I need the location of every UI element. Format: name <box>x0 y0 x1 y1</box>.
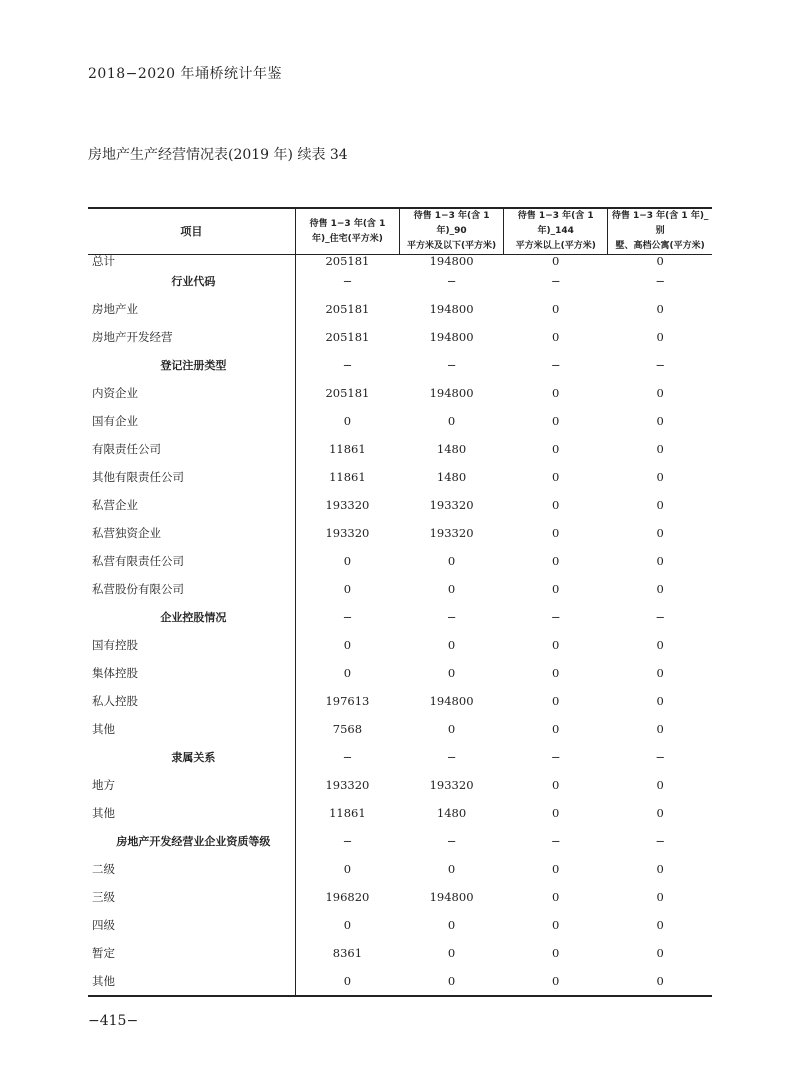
table-cell: − <box>446 274 457 288</box>
table-cell: 0 <box>656 582 664 596</box>
table-cell: − <box>446 358 457 372</box>
table-cell: 11861 <box>295 799 399 827</box>
table-cell: 0 <box>656 918 664 932</box>
row-label: 私营独资企业 <box>92 526 161 540</box>
table-cell: 0 <box>552 330 560 344</box>
table-cell: 0 <box>656 302 664 316</box>
row-label: 四级 <box>92 918 115 932</box>
table-row <box>88 631 712 659</box>
row-label: 内资企业 <box>92 386 138 400</box>
table-cell: 0 <box>447 582 456 596</box>
table-cell: 0 <box>656 254 664 268</box>
table-row <box>88 435 712 463</box>
table-cell: 0 <box>552 638 560 652</box>
table-row <box>88 771 712 799</box>
table-cell: 205181 <box>295 295 399 323</box>
table-title: 房地产生产经营情况表(2019 年) 续表 34 <box>88 147 348 163</box>
table-cell: 0 <box>656 806 664 820</box>
column-header-line: 平方米及以下(平方米) <box>406 241 497 251</box>
table-row <box>88 855 712 883</box>
table-row <box>88 687 712 715</box>
table-cell: 0 <box>447 722 456 736</box>
table-cell: 0 <box>552 890 560 904</box>
row-label: 其他 <box>92 722 115 736</box>
table-cell: − <box>295 743 399 771</box>
column-header-over-144 <box>504 208 608 255</box>
table-cell: 0 <box>552 386 560 400</box>
table-row <box>88 603 712 631</box>
table-cell: − <box>655 274 665 288</box>
table-cell: 0 <box>552 302 560 316</box>
table-cell: 0 <box>552 554 560 568</box>
table-cell: 0 <box>295 911 399 939</box>
table-cell: 0 <box>552 918 560 932</box>
row-label: 其他 <box>92 806 115 820</box>
table-cell: 0 <box>656 890 664 904</box>
table-row <box>88 967 712 996</box>
row-label: 私人控股 <box>92 694 138 708</box>
table-cell: − <box>295 351 399 379</box>
table-cell: 11861 <box>295 463 399 491</box>
table-body <box>88 255 712 997</box>
table-row <box>88 827 712 855</box>
table-cell: 193320 <box>429 526 474 540</box>
table-cell: 0 <box>552 666 560 680</box>
table-cell: 0 <box>447 638 456 652</box>
table-cell: 0 <box>295 575 399 603</box>
table-cell: 1480 <box>436 806 467 820</box>
column-header-line: 待售 1−3 年(含 1 年)_ 别 <box>611 211 709 236</box>
column-header-line: 待售 1−3 年(含 1 年)_144 <box>517 211 594 236</box>
table-cell: 194800 <box>429 890 474 904</box>
table-cell: 0 <box>295 659 399 687</box>
table-cell: 0 <box>552 946 560 960</box>
column-header-line: 平方米以上(平方米) <box>515 241 596 251</box>
table-row <box>88 659 712 687</box>
table-cell: 193320 <box>295 771 399 799</box>
table-cell: 0 <box>295 407 399 435</box>
table-cell: 7568 <box>295 715 399 743</box>
table-cell: 0 <box>552 470 560 484</box>
row-label: 总计 <box>92 254 115 268</box>
table-row <box>88 463 712 491</box>
table-cell: 194800 <box>429 330 474 344</box>
table-cell: 0 <box>295 967 399 996</box>
table-row <box>88 799 712 827</box>
row-label: 其他 <box>88 967 295 996</box>
statistics-table <box>88 207 712 997</box>
table-cell: 0 <box>656 862 664 876</box>
table-row <box>88 407 712 435</box>
table-cell: 0 <box>656 554 664 568</box>
table-cell: 0 <box>447 554 456 568</box>
table-cell: 0 <box>656 442 664 456</box>
table-cell: 0 <box>552 498 560 512</box>
table-cell: − <box>446 834 457 848</box>
table-cell: − <box>295 267 399 295</box>
row-label: 三级 <box>92 890 115 904</box>
table-cell: 0 <box>552 526 560 540</box>
table-cell: 0 <box>552 414 560 428</box>
table-cell: 0 <box>447 666 456 680</box>
column-header-line: 墅、高档公寓(平方米) <box>615 241 705 251</box>
table-cell: 0 <box>656 778 664 792</box>
column-header-villa <box>608 208 712 255</box>
row-group-heading: 房地产开发经营业企业资质等级 <box>116 835 271 848</box>
table-row <box>88 295 712 323</box>
table-cell: − <box>295 827 399 855</box>
table-cell: 0 <box>447 918 456 932</box>
table-cell: 0 <box>552 862 560 876</box>
table-cell: 0 <box>504 967 608 996</box>
table-cell: − <box>550 610 561 624</box>
table-cell: 0 <box>656 722 664 736</box>
table-row <box>88 351 712 379</box>
row-label: 私营股份有限公司 <box>92 582 184 596</box>
table-cell: − <box>550 834 561 848</box>
table-cell: 0 <box>656 498 664 512</box>
table-cell: − <box>655 834 665 848</box>
table-cell: 205181 <box>295 379 399 407</box>
row-label: 国有控股 <box>92 638 138 652</box>
table-cell: 0 <box>656 386 664 400</box>
table-cell: 193320 <box>429 778 474 792</box>
row-label: 房地产业 <box>92 302 138 316</box>
table-cell: 205181 <box>295 255 399 268</box>
table-cell: 0 <box>656 470 664 484</box>
table-cell: 194800 <box>429 254 474 268</box>
page-number: −415− <box>88 1013 139 1029</box>
table-row <box>88 379 712 407</box>
table-cell: 1480 <box>436 442 467 456</box>
table-cell: 0 <box>552 254 560 268</box>
table-row <box>88 743 712 771</box>
row-group-heading: 隶属关系 <box>171 751 216 764</box>
column-header-residential <box>295 208 399 255</box>
table-cell: − <box>655 750 665 764</box>
table-cell: 0 <box>656 666 664 680</box>
table-header-row <box>88 208 712 255</box>
table-row <box>88 883 712 911</box>
table-cell: 0 <box>552 722 560 736</box>
table-cell: 0 <box>656 526 664 540</box>
row-label: 地方 <box>92 778 115 792</box>
row-label: 国有企业 <box>92 414 138 428</box>
table-cell: − <box>295 603 399 631</box>
table-cell: 205181 <box>295 323 399 351</box>
table-row <box>88 911 712 939</box>
table-cell: 0 <box>552 806 560 820</box>
running-head: 2018−2020 年埇桥统计年鉴 <box>88 66 282 82</box>
table-cell: 1480 <box>436 470 467 484</box>
table-cell: 0 <box>552 778 560 792</box>
table-row <box>88 519 712 547</box>
table-cell: − <box>655 610 665 624</box>
row-label: 集体控股 <box>92 666 138 680</box>
table-row <box>88 547 712 575</box>
row-label: 房地产开发经营 <box>92 330 173 344</box>
row-label: 有限责任公司 <box>92 442 161 456</box>
table-cell: 193320 <box>295 519 399 547</box>
table-cell: 197613 <box>295 687 399 715</box>
column-header-line: 待售 1−3 年(含 1 年)_90 <box>413 211 490 236</box>
table-row <box>88 323 712 351</box>
table-cell: 0 <box>295 631 399 659</box>
column-header-line: 年)_住宅(平方米) <box>311 233 383 244</box>
table-cell: 0 <box>447 414 456 428</box>
table-cell: 0 <box>447 862 456 876</box>
table-cell: 0 <box>552 582 560 596</box>
column-header-line: 项目 <box>180 225 203 238</box>
table-cell: 0 <box>656 946 664 960</box>
row-group-heading: 行业代码 <box>171 275 216 288</box>
table-cell: 0 <box>656 638 664 652</box>
table-cell: 0 <box>608 967 712 996</box>
row-group-heading: 企业控股情况 <box>160 611 227 624</box>
table-cell: 194800 <box>429 386 474 400</box>
table-cell: 0 <box>552 694 560 708</box>
table-cell: 0 <box>447 946 456 960</box>
column-header-item <box>88 208 295 255</box>
row-group-heading: 登记注册类型 <box>160 359 227 372</box>
table-cell: 0 <box>295 855 399 883</box>
column-header-line: 待售 1−3 年(含 1 <box>309 218 386 229</box>
table-cell: 8361 <box>295 939 399 967</box>
table-cell: − <box>655 358 665 372</box>
table-row <box>88 267 712 295</box>
row-label: 私营有限责任公司 <box>92 554 184 568</box>
table-row <box>88 715 712 743</box>
table-cell: − <box>550 750 561 764</box>
table-cell: 194800 <box>429 694 474 708</box>
table-cell: − <box>550 274 561 288</box>
table-row <box>88 575 712 603</box>
table-row <box>88 491 712 519</box>
row-label: 私营企业 <box>92 498 138 512</box>
table-row <box>88 939 712 967</box>
row-label: 二级 <box>92 862 115 876</box>
table-cell: 196820 <box>295 883 399 911</box>
table-cell: 0 <box>552 442 560 456</box>
table-cell: 0 <box>656 330 664 344</box>
table-cell: − <box>446 750 457 764</box>
table-cell: 0 <box>656 694 664 708</box>
table-cell: 193320 <box>295 491 399 519</box>
row-label: 其他有限责任公司 <box>92 470 184 484</box>
table-cell: 194800 <box>429 302 474 316</box>
table-row <box>88 255 712 268</box>
table-cell: 0 <box>399 967 503 996</box>
table-cell: − <box>446 610 457 624</box>
row-label: 暂定 <box>92 946 115 960</box>
table-cell: 0 <box>295 547 399 575</box>
column-header-under-90 <box>399 208 503 255</box>
table-cell: − <box>550 358 561 372</box>
table-cell: 11861 <box>295 435 399 463</box>
table-cell: 0 <box>656 414 664 428</box>
table-cell: 193320 <box>429 498 474 512</box>
